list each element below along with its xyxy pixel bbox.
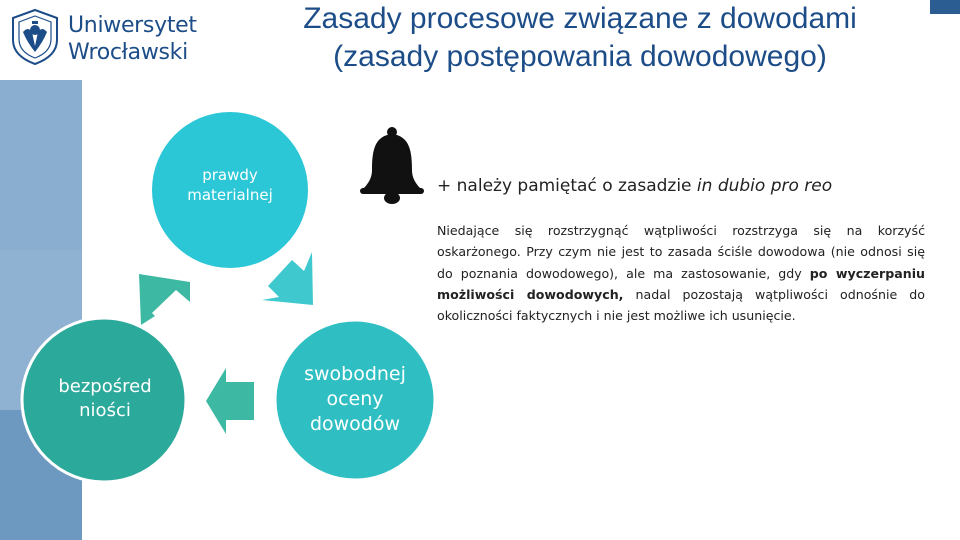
logo-text-line1: Uniwersytet (68, 13, 197, 38)
title-line-2: (zasady postępowania dowodowego) (333, 40, 827, 73)
note-in-dubio: + należy pamiętać o zasadzie in dubio pro reo (437, 176, 833, 196)
cycle-arrow-icon (262, 252, 313, 305)
explanation-paragraph: Niedające się rozstrzygnąć wątpliwości rozstrzyga się na korzyść oskarżonego. Przy czym nie jest to zasada ściśle dowodowa (nie odnosi się do poznania dowodowego), ale ma zastosowanie, gdy po wyczerpaniu możliwości dowodowych, nadal pozostają wątpliwości odnośnie do okoliczności faktycznych i nie jest możliwe ich usunięcie. (437, 223, 926, 324)
cycle-arrow-icon (139, 274, 190, 325)
paragraph-bold: po wyczerpaniu możliwości dowodowych, (437, 265, 925, 302)
cycle-arrow-icon (206, 368, 254, 434)
logo-text-line2: Wrocławski (68, 40, 188, 65)
bell-icon (358, 124, 426, 206)
node-label-swobodnej-oceny: swobodnej oceny dowodów (304, 363, 406, 435)
node-label-prawdy-materialnej: prawdy materialnej (187, 166, 273, 204)
note-emphasis: in dubio pro reo (696, 176, 833, 196)
node-label-bezposrednosci: bezpośred niości (58, 376, 152, 421)
title-line-1: Zasady procesowe związane z dowodami (303, 2, 857, 35)
